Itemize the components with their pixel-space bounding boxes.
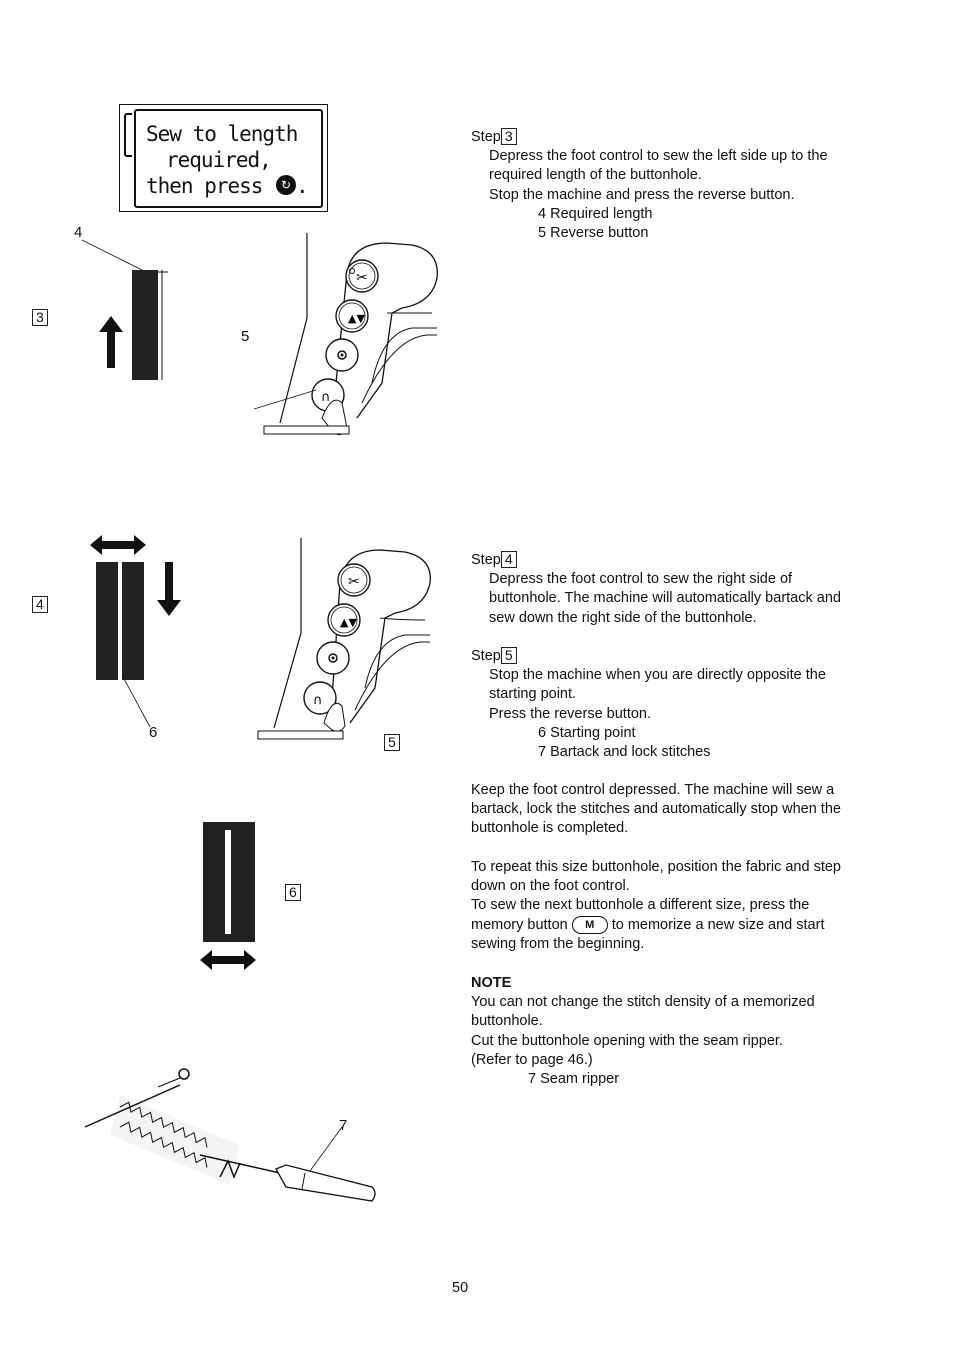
callout-6: 6: [149, 724, 158, 741]
lcd-period: .: [296, 174, 308, 198]
step5-line1: Stop the machine when you are directly opposite the: [489, 667, 826, 684]
memory-button-icon: M: [572, 916, 608, 934]
step4-block: [471, 551, 911, 628]
svg-text:✂: ✂: [356, 270, 368, 286]
step5-item1: 6 Starting point: [538, 724, 636, 741]
repeat-paragraph: [471, 858, 911, 954]
page-number: 50: [452, 1280, 469, 1296]
stitch-column-left: [132, 270, 172, 382]
svg-text:∩: ∩: [313, 693, 323, 708]
repeat-line4a: memory button: [471, 916, 568, 933]
step6-label-box: 6: [285, 884, 301, 902]
note-line1: You can not change the stitch density of a memorized: [471, 994, 815, 1011]
step3-line2: required length of the buttonhole.: [489, 167, 702, 184]
note-line4: (Refer to page 46.): [471, 1051, 593, 1068]
repeat-line5: sewing from the beginning.: [471, 935, 645, 952]
keep-line3: buttonhole is completed.: [471, 820, 629, 837]
step3-label-box: 3: [32, 309, 48, 327]
keep-paragraph: [471, 781, 911, 839]
svg-text:▲▼: ▲▼: [340, 616, 357, 629]
down-arrow-icon: [157, 562, 183, 618]
callout-5: 5: [241, 328, 250, 345]
repeat-line4b: to memorize a new size and start: [611, 916, 825, 933]
svg-text:▲▼: ▲▼: [348, 312, 365, 325]
step4-line2: buttonhole. The machine will automatically bartack and: [489, 590, 841, 607]
repeat-line4: [471, 916, 911, 935]
step3-line3: Stop the machine and press the reverse button.: [489, 186, 795, 203]
step3-item1: 4 Required length: [538, 205, 653, 222]
reverse-button-icon: ↻: [276, 175, 296, 195]
lcd-line-2: required,: [166, 148, 271, 172]
machine-panel-1: [252, 233, 452, 443]
double-arrow-icon-top: [90, 535, 150, 555]
note-item: 7 Seam ripper: [528, 1071, 620, 1088]
step4-line1: Depress the foot control to sew the right side of: [489, 571, 793, 588]
up-arrow-icon: [99, 316, 129, 372]
note-line3: Cut the buttonhole opening with the seam ripper.: [471, 1032, 783, 1049]
seam-ripper-illustration: [80, 1065, 380, 1215]
lcd-display: [119, 104, 328, 212]
step5-heading: Step 5: [471, 647, 911, 666]
svg-text:✂: ✂: [348, 574, 360, 590]
note-block: [471, 974, 911, 1089]
note-heading: NOTE: [471, 975, 512, 991]
step3-item2: 5 Reverse button: [538, 225, 649, 242]
lcd-line-3: then press: [146, 174, 263, 198]
callout-7: 7: [339, 1117, 348, 1134]
step4-line3: sew down the right side of the buttonhole.: [489, 609, 757, 626]
machine-panel-2: [250, 538, 450, 748]
step3-heading: Step 3: [471, 128, 911, 147]
step5-item2: 7 Bartack and lock stitches: [538, 744, 711, 761]
repeat-line3: To sew the next buttonhole a different size, press the: [471, 897, 810, 914]
step3-line1: Depress the foot control to sew the left side up to the: [489, 148, 828, 165]
step5-block: [471, 647, 911, 762]
callout-4: 4: [74, 224, 83, 241]
stitch-columns-both: [96, 560, 156, 680]
step5-label-box: 5: [384, 734, 400, 752]
double-arrow-icon-bottom: [200, 950, 260, 970]
note-line2: buttonhole.: [471, 1013, 543, 1030]
step4-label-box: 4: [32, 596, 48, 614]
repeat-line1: To repeat this size buttonhole, position the fabric and step: [471, 859, 841, 875]
svg-text:∩: ∩: [321, 390, 331, 405]
keep-line1: Keep the foot control depressed. The machine will sew a: [471, 782, 835, 798]
lcd-line-1: Sew to length: [146, 122, 298, 146]
step4-heading: Step 4: [471, 551, 911, 570]
completed-buttonhole: [203, 822, 263, 947]
lcd-bracket-icon: [124, 113, 132, 157]
repeat-line2: down on the foot control.: [471, 878, 630, 895]
step5-line3: Press the reverse button.: [489, 705, 651, 722]
step3-block: [471, 128, 911, 243]
keep-line2: bartack, lock the stitches and automatically stop when the: [471, 801, 841, 818]
step5-line2: starting point.: [489, 686, 577, 703]
